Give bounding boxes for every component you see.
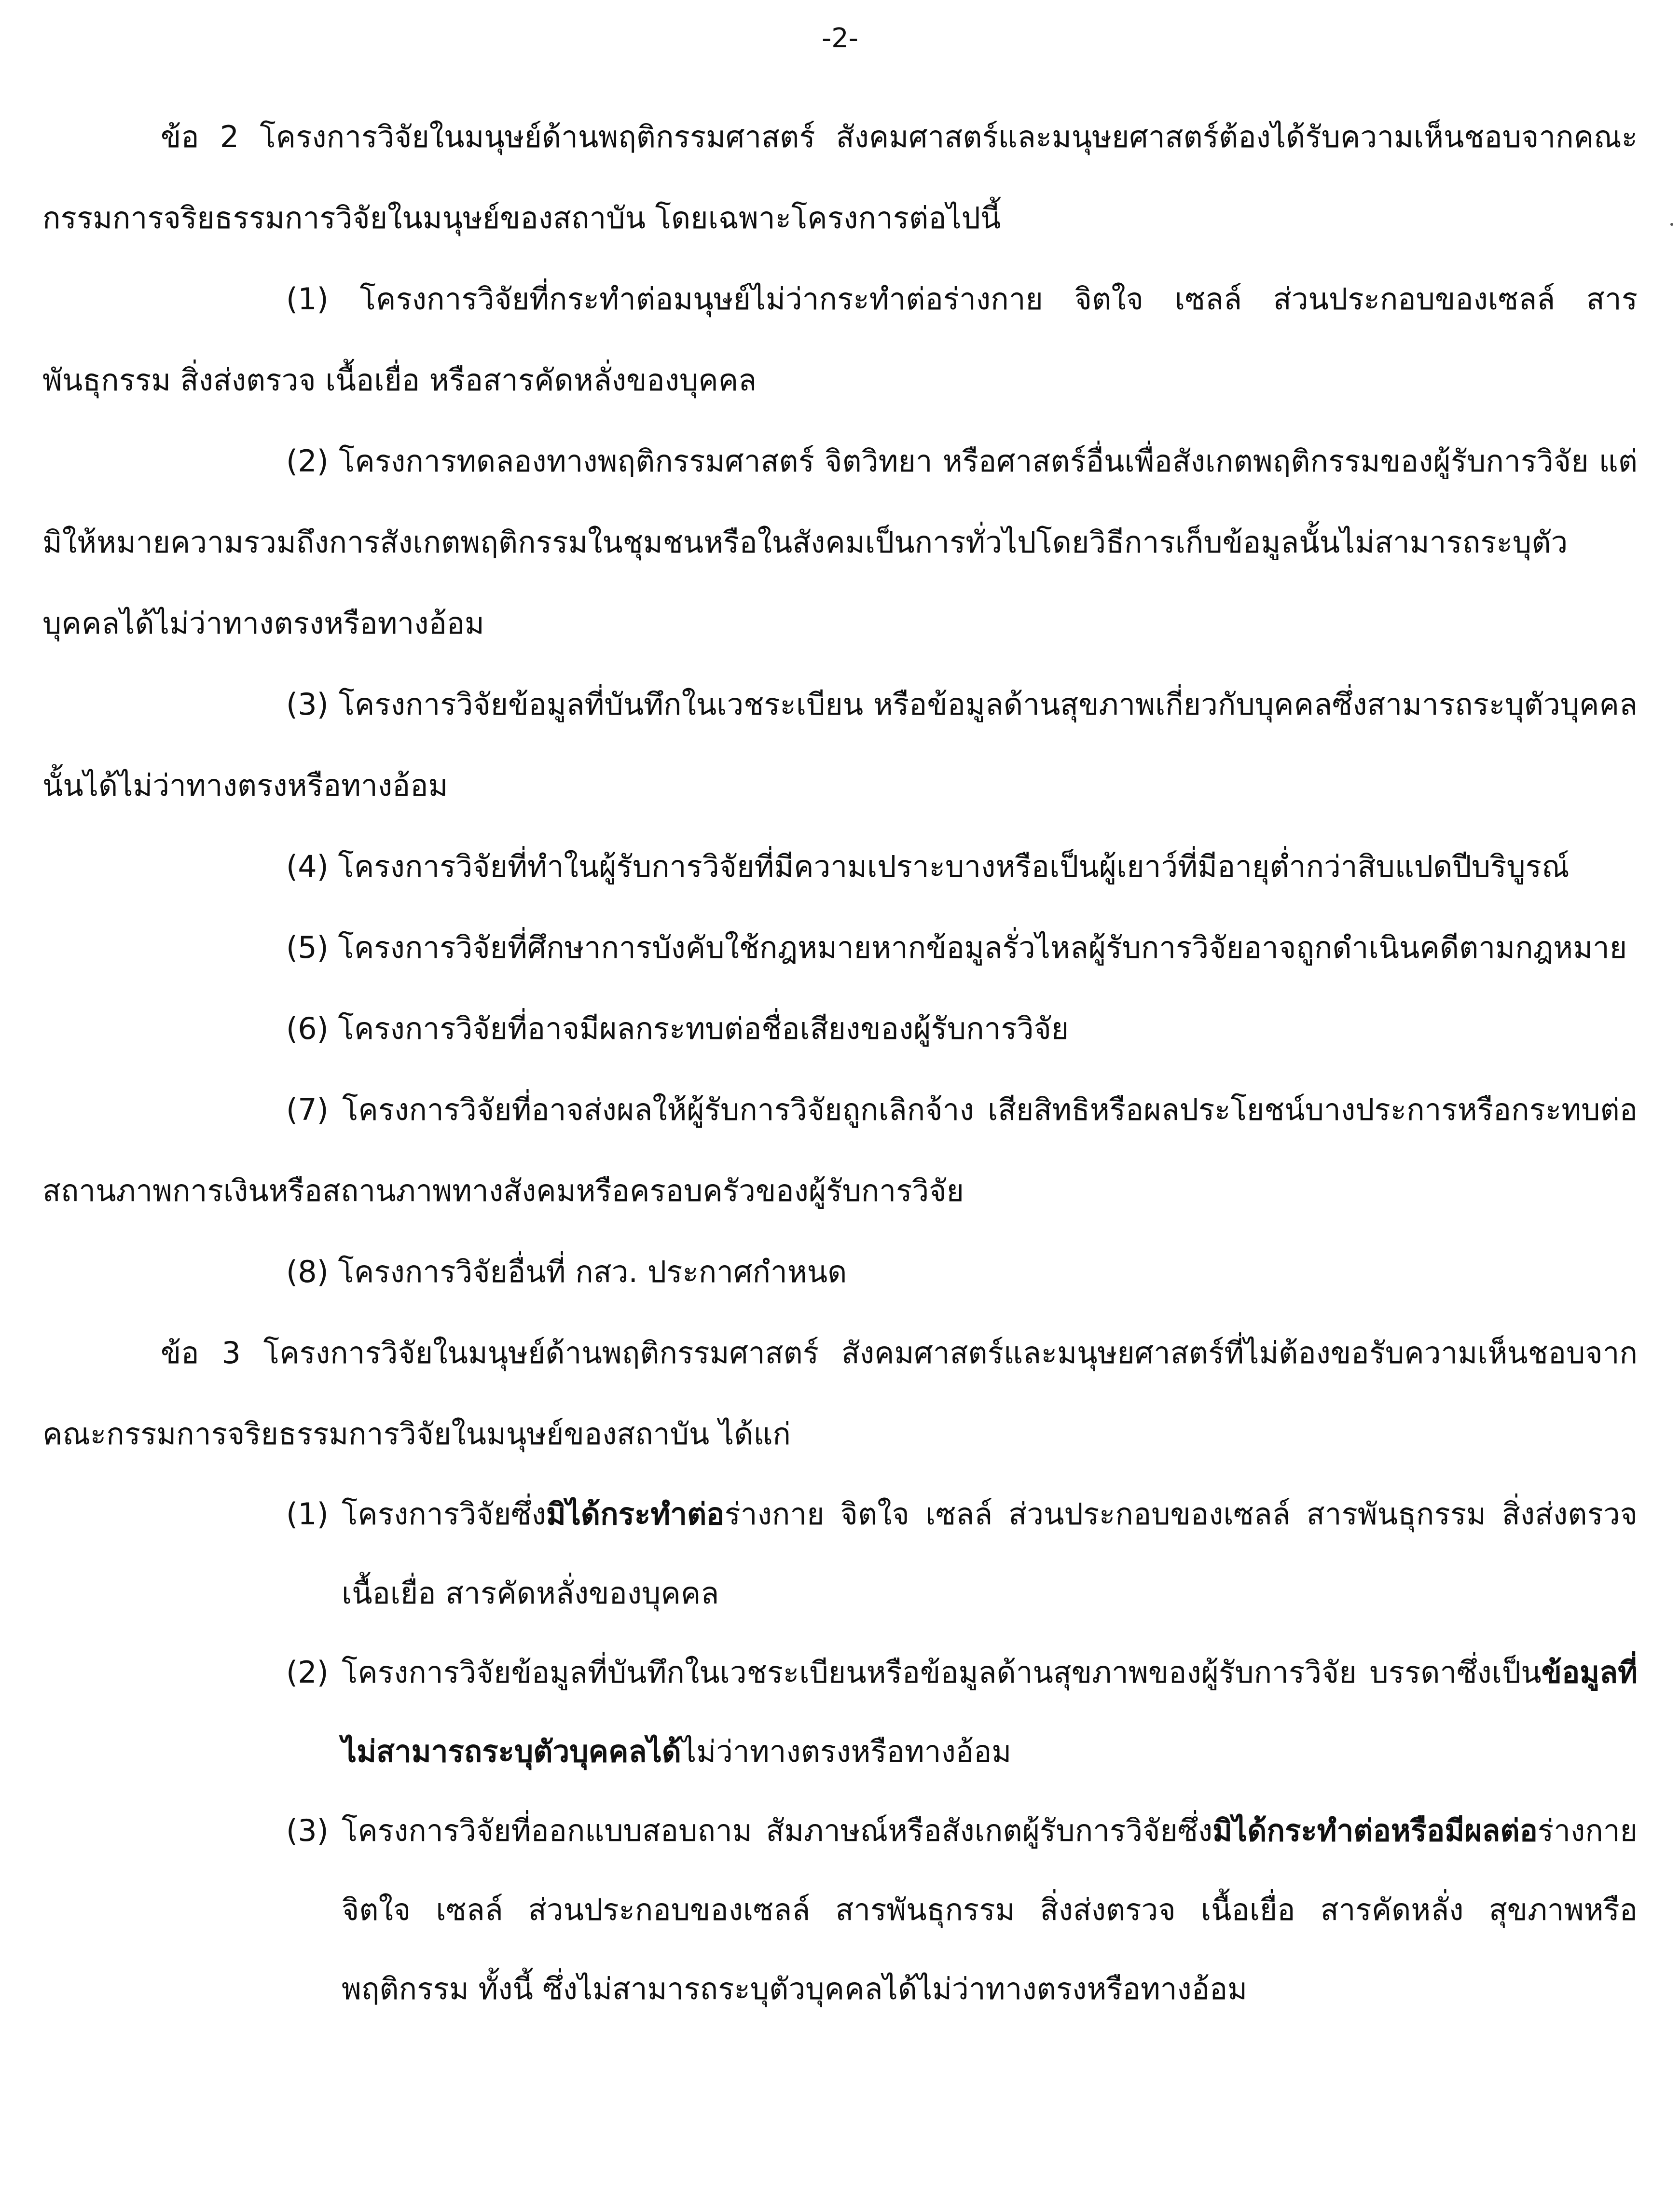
item-text: ร่างกาย จิตใจ เซลล์ ส่วนประกอบของเซลล์ สารพันธุกรรม สิ่งส่งตรวจ เนื้อเยื่อ สารคัดหลั่ง สุขภาพหรือพฤติกรรม ทั้งนี้ ซึ่งไม่สามารถระบุตัวบุคคลได้ไม่ว่าทางตรงหรือทางอ้อม — [342, 1813, 1638, 2006]
list-number: (2) — [286, 1655, 329, 1690]
clause-3-list — [42, 1475, 1638, 2029]
item-text: โครงการวิจัยที่ออกแบบสอบถาม สัมภาษณ์หรือสังเกตผู้รับการวิจัยซึ่ง — [342, 1813, 1213, 1848]
clause-2-item-5: (5) โครงการวิจัยที่ศึกษาการบังคับใช้กฎหมายหากข้อมูลรั่วไหลผู้รับการวิจัยอาจถูกดำเนินคดีตามกฎหมาย — [286, 930, 1627, 965]
clause-3-item-2 — [42, 1633, 1638, 1791]
clause-2-item-3: (3) โครงการวิจัยข้อมูลที่บันทึกในเวชระเบียน หรือข้อมูลด้านสุขภาพเกี่ยวกับบุคคลซึ่งสามารถระบุตัวบุคคลนั้นได้ไม่ว่าทางตรงหรือทางอ้อม — [42, 687, 1638, 803]
clause-2-item-1: (1) โครงการวิจัยที่กระทำต่อมนุษย์ไม่ว่ากระทำต่อร่างกาย จิตใจ เซลล์ ส่วนประกอบของเซลล์ สารพันธุกรรม สิ่งส่งตรวจ เนื้อเยื่อ หรือสารคัดหลั่งของบุคคล — [42, 281, 1638, 398]
clause-2-intro: ข้อ 2 โครงการวิจัยในมนุษย์ด้านพฤติกรรมศาสตร์ สังคมศาสตร์และมนุษยศาสตร์ต้องได้รับความเห็นชอบจากคณะกรรมการจริยธรรมการวิจัยในมนุษย์ของสถาบัน โดยเฉพาะโครงการต่อไปนี้ — [42, 119, 1638, 235]
clause-2-item-4: (4) โครงการวิจัยที่ทำในผู้รับการวิจัยที่มีความเปราะบางหรือเป็นผู้เยาว์ที่มีอายุต่ำกว่าสิบแปดปีบริบูรณ์ — [286, 849, 1570, 884]
item-text: ไม่ว่าทางตรงหรือทางอ้อม — [681, 1734, 1012, 1769]
clause-2-item-2: (2) โครงการทดลองทางพฤติกรรมศาสตร์ จิตวิทยา หรือศาสตร์อื่นเพื่อสังเกตพฤติกรรมของผู้รับการวิจัย แต่มิให้หมายความรวมถึงการสังเกตพฤติกรรมในชุมชนหรือในสังคมเป็นการทั่วไปโดยวิธีการเก็บข้อมูลนั้นไม่สามารถระบุตัวบุคคลได้ไม่ว่าทางตรงหรือทางอ้อม — [42, 443, 1638, 641]
clause-3-intro: ข้อ 3 โครงการวิจัยในมนุษย์ด้านพฤติกรรมศาสตร์ สังคมศาสตร์และมนุษยศาสตร์ที่ไม่ต้องขอรับความเห็นชอบจากคณะกรรมการจริยธรรมการวิจัยในมนุษย์ของสถาบัน ได้แก่ — [42, 1335, 1638, 1451]
clause-2-item-7: (7) โครงการวิจัยที่อาจส่งผลให้ผู้รับการวิจัยถูกเลิกจ้าง เสียสิทธิหรือผลประโยชน์บางประการหรือกระทบต่อสถานภาพการเงินหรือสถานภาพทางสังคมหรือครอบครัวของผู้รับการวิจัย — [42, 1092, 1638, 1208]
item-bold-text: มิได้กระทำต่อ — [546, 1496, 725, 1532]
item-text: โครงการวิจัยข้อมูลที่บันทึกในเวชระเบียนหรือข้อมูลด้านสุขภาพของผู้รับการวิจัย บรรดาซึ่งเป็น — [342, 1655, 1542, 1690]
clause-3-item-1 — [42, 1475, 1638, 1633]
clause-2-item-8: (8) โครงการวิจัยอื่นที่ กสว. ประกาศกำหนด — [286, 1254, 847, 1289]
item-bold-text: มิได้กระทำต่อหรือมีผลต่อ — [1212, 1813, 1538, 1848]
item-text: โครงการวิจัยซึ่ง — [342, 1496, 546, 1532]
item-text: ร่างกาย จิตใจ เซลล์ ส่วนประกอบของเซลล์ สารพันธุกรรม สิ่งส่งตรวจ เนื้อเยื่อ สารคัดหลั่งของบุคคล — [342, 1496, 1638, 1611]
item-bold-text: ข้อมูลที่ไม่สามารถระบุตัวบุคคลได้ — [342, 1655, 1638, 1769]
document-body — [42, 97, 1638, 2029]
scan-speck — [1670, 223, 1673, 226]
list-number: (1) — [286, 1496, 329, 1532]
page-number: -2- — [821, 23, 859, 54]
clause-2-item-6: (6) โครงการวิจัยที่อาจมีผลกระทบต่อชื่อเสียงของผู้รับการวิจัย — [286, 1011, 1069, 1046]
clause-3-item-3 — [42, 1791, 1638, 2029]
list-number: (3) — [286, 1813, 329, 1848]
